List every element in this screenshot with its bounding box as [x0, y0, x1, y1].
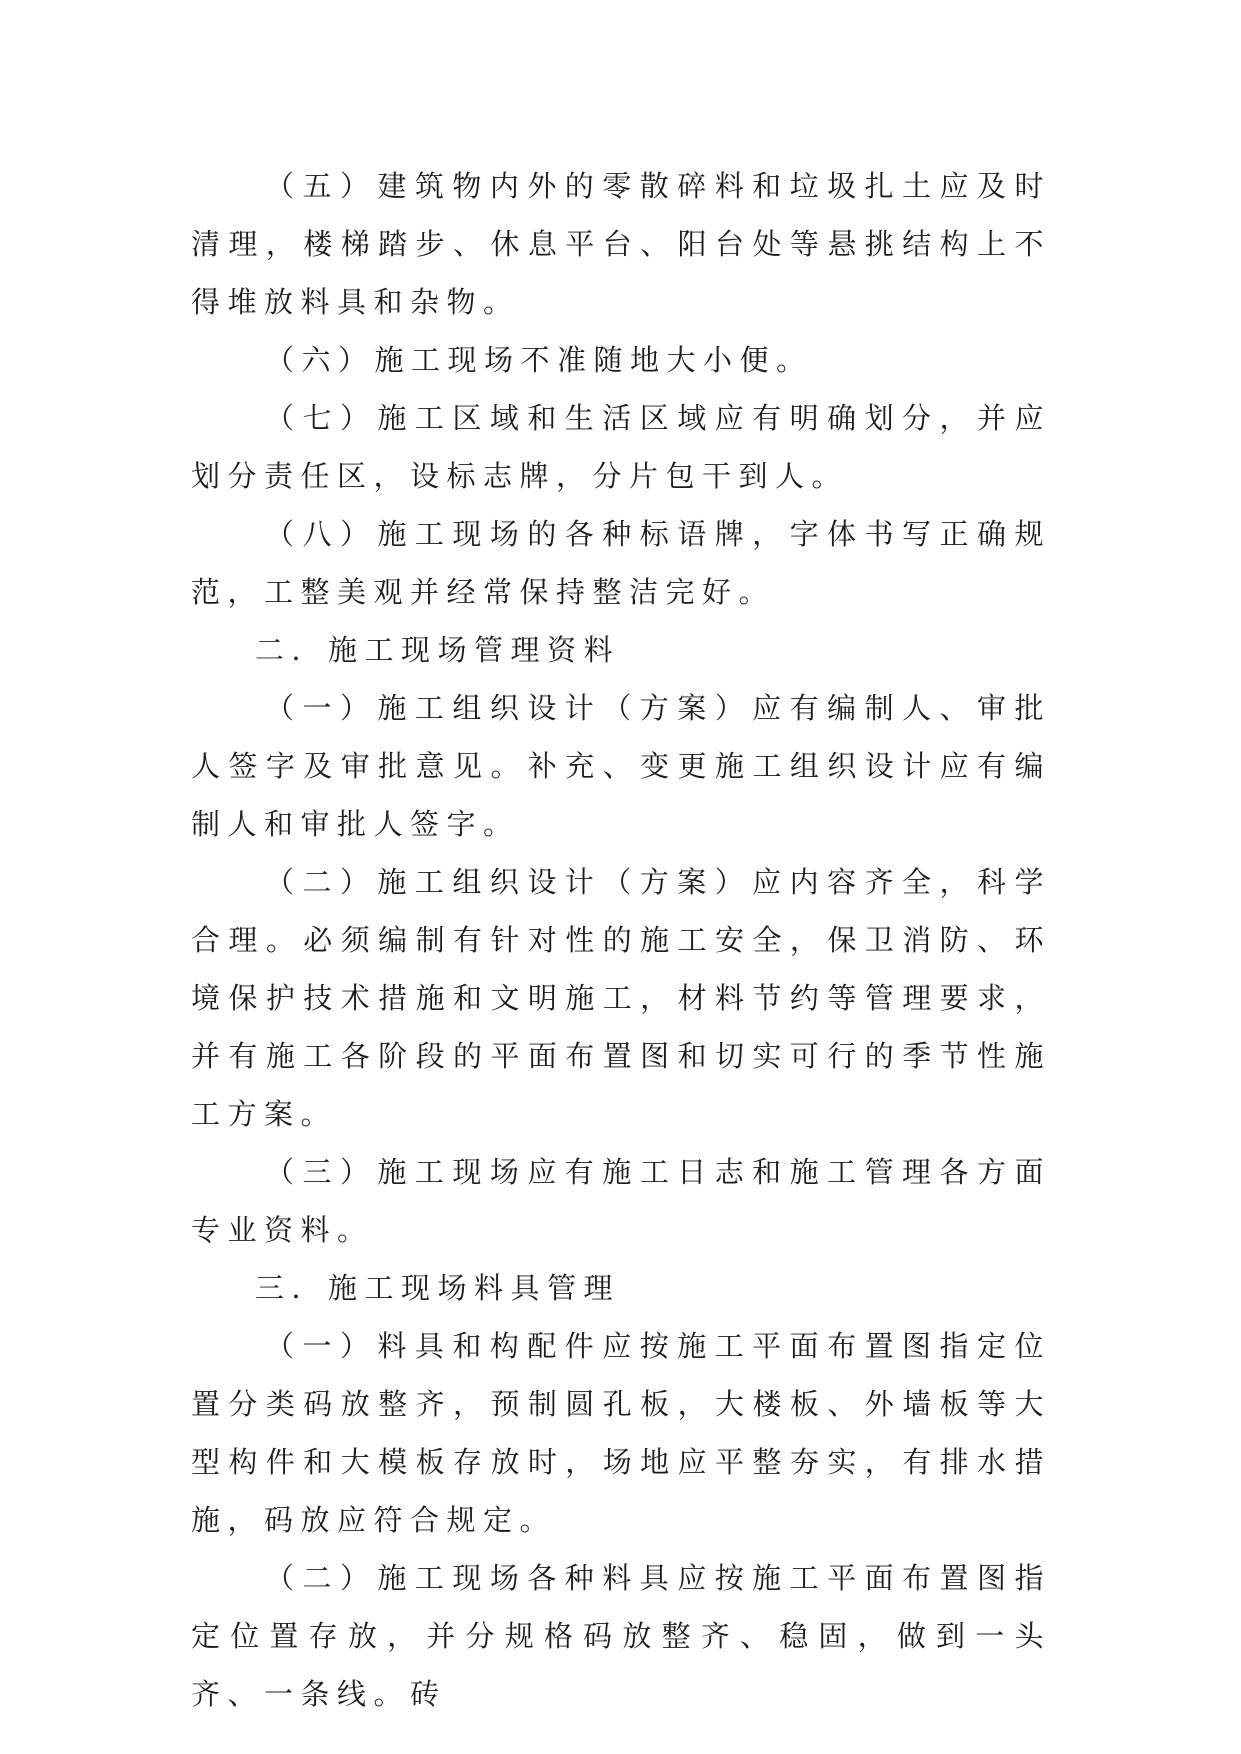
paragraph-design-signatures: （一）施工组织设计（方案）应有编制人、审批人签字及审批意见。补充、变更施工组织设计应有编制人和审批人签字。: [191, 691, 1051, 841]
section-heading-3: 三．施工现场料具管理: [255, 1271, 621, 1305]
document-body: [191, 157, 1051, 1723]
paragraph-component-storage: （一）料具和构配件应按施工平面布置图指定位置分类码放整齐，预制圆孔板，大楼板、外墙板等大型构件和大模板存放时，场地应平整夯实，有排水措施，码放应符合规定。: [191, 1329, 1051, 1537]
paragraph-site-log: （三）施工现场应有施工日志和施工管理各方面专业资料。: [191, 1155, 1051, 1247]
paragraph-item-7-zoning: （七）施工区域和生活区域应有明确划分，并应划分责任区，设标志牌，分片包干到人。: [191, 401, 1051, 493]
paragraph-item-8-signage: （八）施工现场的各种标语牌，字体书写正确规范，工整美观并经常保持整洁完好。: [191, 517, 1051, 609]
paragraph-design-content: （二）施工组织设计（方案）应内容齐全，科学合理。必须编制有针对性的施工安全，保卫消防、环境保护技术措施和文明施工，材料节约等管理要求，并有施工各阶段的平面布置图和切实可行的季节性施工方案。: [191, 865, 1051, 1131]
paragraph-item-5-cleanup: （五）建筑物内外的零散碎料和垃圾扎土应及时清理，楼梯踏步、休息平台、阳台处等悬挑结构上不得堆放料具和杂物。: [191, 169, 1051, 319]
paragraph-item-6-sanitation: （六）施工现场不准随地大小便。: [265, 343, 813, 377]
section-heading-2: 二．施工现场管理资料: [255, 633, 621, 667]
paragraph-material-storage: （二）施工现场各种料具应按施工平面布置图指定位置存放，并分规格码放整齐、稳固，做到一头齐、一条线。砖: [191, 1561, 1051, 1711]
